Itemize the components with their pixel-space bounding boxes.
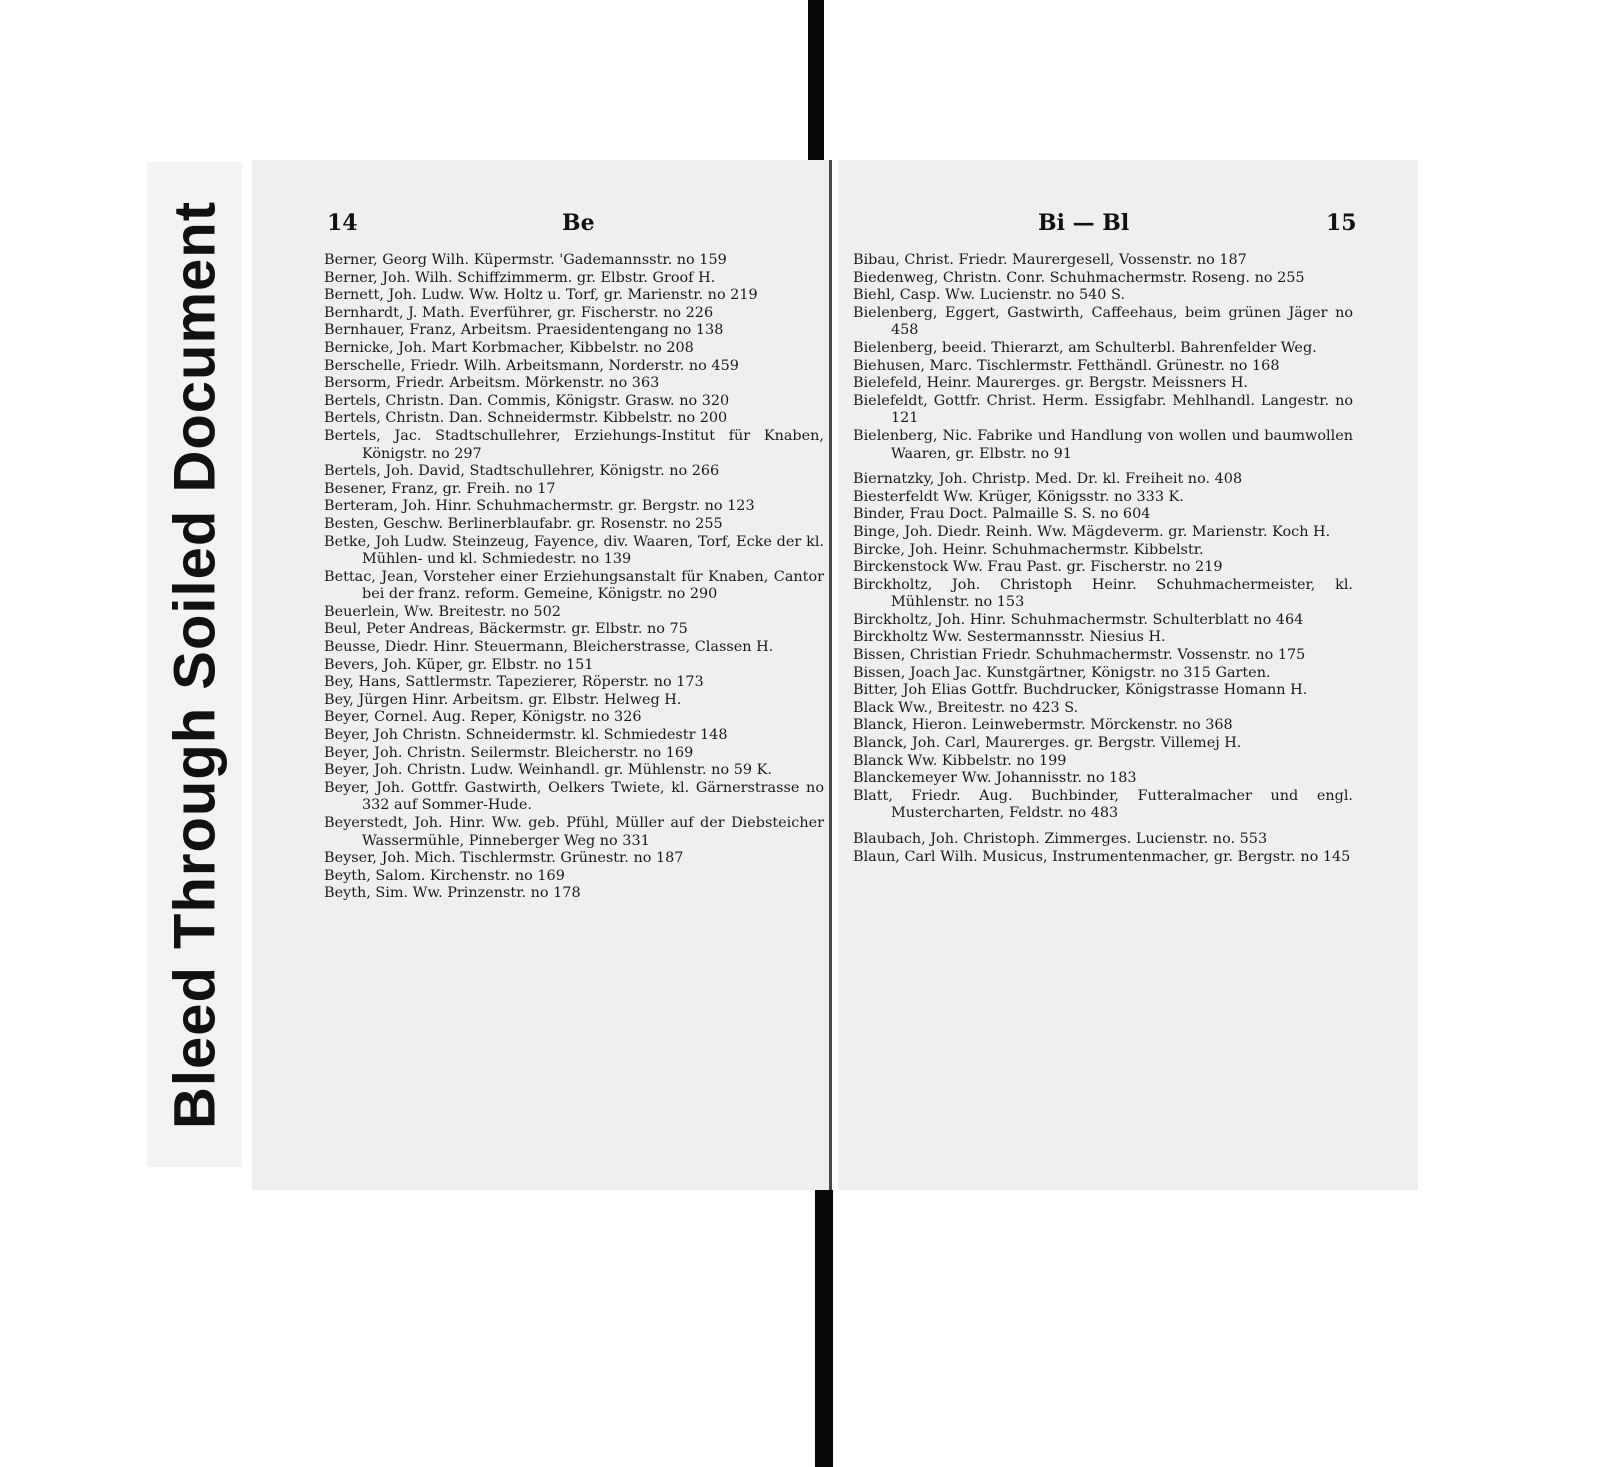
directory-entry: Berner, Georg Wilh. Küpermstr. 'Gademannsstr. no 159 xyxy=(324,252,727,268)
right-page-title: Bi — Bl xyxy=(1038,210,1130,236)
directory-entry: Bissen, Joach Jac. Kunstgärtner, Königstr. no 315 Garten. xyxy=(853,664,1271,681)
directory-entry: Blanckemeyer Ww. Johannisstr. no 183 xyxy=(853,770,1137,787)
right-page xyxy=(838,160,1418,1190)
directory-entry: Binder, Frau Doct. Palmaille S. S. no 604 xyxy=(853,506,1151,523)
directory-entry: Besten, Geschw. Berlinerblaufabr. gr. Rosenstr. no 255 xyxy=(324,515,723,532)
directory-entry: Betke, Joh Ludw. Steinzeug, Fayence, div. Waaren, Torf, Ecke der kl. Mühlen- und kl. Schmiedestr. no 139 xyxy=(324,533,824,568)
binding-strip-top xyxy=(808,0,824,163)
directory-entry: Bitter, Joh Elias Gottfr. Buchdrucker, Königstrasse Homann H. xyxy=(853,682,1308,699)
left-page-number: 14 xyxy=(327,210,358,236)
document-category-label xyxy=(147,162,242,1167)
directory-entry: Beyerstedt, Joh. Hinr. Ww. geb. Pfühl, Müller auf der Diebsteicher Wassermühle, Pinneberger Weg no 331 xyxy=(324,815,824,849)
directory-entry: Bielenberg, Eggert, Gastwirth, Caffeehaus, beim grünen Jäger no 458 xyxy=(853,304,1353,339)
directory-entry: Beyer, Joh. Christn. Seilermstr. Bleicherstr. no 169 xyxy=(324,744,694,761)
directory-entry: Berteram, Joh. Hinr. Schuhmachermstr. gr. Bergstr. no 123 xyxy=(324,498,755,515)
directory-entry: Blanck, Joh. Carl, Maurerges. gr. Bergstr. Villemej H. xyxy=(853,735,1242,752)
directory-entry: Beyser, Joh. Mich. Tischlermstr. Grünestr. no 187 xyxy=(324,850,684,867)
directory-entry: Beusse, Diedr. Hinr. Steuermann, Bleicherstrasse, Classen H. xyxy=(324,639,774,656)
directory-entry: Bevers, Joh. Küper, gr. Elbstr. no 151 xyxy=(324,656,594,673)
directory-entry: Beyer, Joh. Christn. Ludw. Weinhandl. gr. Mühlenstr. no 59 K. xyxy=(324,762,772,779)
binding-strip-bottom xyxy=(815,1190,833,1467)
directory-entry: Bircke, Joh. Heinr. Schuhmachermstr. Kibbelstr. xyxy=(853,541,1204,558)
left-entry-list xyxy=(324,252,824,903)
left-running-head xyxy=(252,210,829,240)
directory-entry: Besener, Franz, gr. Freih. no 17 xyxy=(324,480,556,497)
directory-entry: Bersorm, Friedr. Arbeitsm. Mörkenstr. no 363 xyxy=(324,375,660,392)
directory-entry: Biehusen, Marc. Tischlermstr. Fetthändl. Grünestr. no 168 xyxy=(853,357,1280,374)
directory-entry: Bertels, Christn. Dan. Commis, Königstr. Grasw. no 320 xyxy=(324,392,730,409)
directory-entry: Birckholtz Ww. Sestermannsstr. Niesius H. xyxy=(853,629,1166,646)
directory-entry: Biehl, Casp. Ww. Lucienstr. no 540 S. xyxy=(853,287,1125,304)
directory-entry: Black Ww., Breitestr. no 423 S. xyxy=(853,699,1079,716)
directory-entry: Bernett, Joh. Ludw. Ww. Holtz u. Torf, gr. Marienstr. no 219 xyxy=(324,287,758,304)
directory-entry: Bielefeldt, Gottfr. Christ. Herm. Essigfabr. Mehlhandl. Langestr. no 121 xyxy=(853,392,1353,427)
directory-entry: Bernhauer, Franz, Arbeitsm. Praesidentengang no 138 xyxy=(324,322,724,339)
directory-entry: Berschelle, Friedr. Wilh. Arbeitsmann, Norderstr. no 459 xyxy=(324,357,739,374)
right-entry-list xyxy=(853,252,1353,866)
directory-entry: Blanck Ww. Kibbelstr. no 199 xyxy=(853,752,1067,769)
left-page-title: Be xyxy=(562,210,595,236)
directory-entry: Biesterfeldt Ww. Krüger, Königsstr. no 333 K. xyxy=(853,488,1184,505)
directory-entry: Beyer, Joh. Gottfr. Gastwirth, Oelkers Twiete, kl. Gärnerstrasse no 332 auf Sommer-Hude. xyxy=(324,779,824,814)
directory-entry: Blaubach, Joh. Christoph. Zimmerges. Lucienstr. no. 553 xyxy=(853,831,1268,847)
directory-entry: Birckenstock Ww. Frau Past. gr. Fischerstr. no 219 xyxy=(853,559,1223,576)
directory-entry: Bibau, Christ. Friedr. Maurergesell, Vossenstr. no 187 xyxy=(853,252,1247,268)
directory-entry: Beyth, Sim. Ww. Prinzenstr. no 178 xyxy=(324,885,581,902)
right-page-number: 15 xyxy=(1326,210,1357,236)
directory-entry: Bissen, Christian Friedr. Schuhmachermstr. Vossenstr. no 175 xyxy=(853,647,1306,664)
directory-entry: Biernatzky, Joh. Christp. Med. Dr. kl. Freiheit no. 408 xyxy=(853,471,1243,488)
directory-entry: Bernicke, Joh. Mart Korbmacher, Kibbelstr. no 208 xyxy=(324,339,694,356)
directory-entry: Blanck, Hieron. Leinwebermstr. Mörckenstr. no 368 xyxy=(853,717,1233,734)
directory-entry: Bielefeld, Heinr. Maurerges. gr. Bergstr. Meissners H. xyxy=(853,375,1248,392)
directory-entry: Bertels, Joh. David, Stadtschullehrer, Königstr. no 266 xyxy=(324,463,720,480)
directory-entry: Beuerlein, Ww. Breitestr. no 502 xyxy=(324,603,561,620)
directory-entry: Bertels, Jac. Stadtschullehrer, Erziehungs-Institut für Knaben, Königstr. no 297 xyxy=(324,427,824,462)
directory-entry: Biedenweg, Christn. Conr. Schuhmachermstr. Roseng. no 255 xyxy=(853,269,1305,286)
directory-entry: Beul, Peter Andreas, Bäckermstr. gr. Elbstr. no 75 xyxy=(324,621,688,638)
directory-entry: Birckholtz, Joh. Christoph Heinr. Schuhmachermeister, kl. Mühlenstr. no 153 xyxy=(853,576,1353,611)
directory-entry: Bielenberg, beeid. Thierarzt, am Schulterbl. Bahrenfelder Weg. xyxy=(853,339,1317,356)
left-page xyxy=(252,160,832,1190)
directory-entry: Bey, Hans, Sattlermstr. Tapezierer, Röperstr. no 173 xyxy=(324,674,704,691)
directory-entry: Bey, Jürgen Hinr. Arbeitsm. gr. Elbstr. Helweg H. xyxy=(324,691,682,708)
directory-entry: Bernhardt, J. Math. Everführer, gr. Fischerstr. no 226 xyxy=(324,304,714,321)
directory-entry: Bettac, Jean, Vorsteher einer Erziehungsanstalt für Knaben, Cantor bei der franz. reform. Gemeine, Königstr. no 290 xyxy=(324,568,824,603)
directory-entry: Blaun, Carl Wilh. Musicus, Instrumentenmacher, gr. Bergstr. no 145 xyxy=(853,848,1351,865)
directory-entry: Berner, Joh. Wilh. Schiffzimmerm. gr. Elbstr. Groof H. xyxy=(324,269,716,286)
directory-entry: Beyer, Joh Christn. Schneidermstr. kl. Schmiedestr 148 xyxy=(324,727,728,744)
category-label-text: Bleed Through Soiled Document xyxy=(162,200,227,1129)
directory-entry: Beyer, Cornel. Aug. Reper, Königstr. no 326 xyxy=(324,709,642,726)
right-running-head xyxy=(838,210,1418,240)
directory-entry: Bertels, Christn. Dan. Schneidermstr. Kibbelstr. no 200 xyxy=(324,410,728,427)
directory-entry: Blatt, Friedr. Aug. Buchbinder, Futteralmacher und engl. Mustercharten, Feldstr. no 483 xyxy=(853,787,1353,822)
directory-entry: Binge, Joh. Diedr. Reinh. Ww. Mägdeverm. gr. Marienstr. Koch H. xyxy=(853,523,1331,540)
directory-entry: Birckholtz, Joh. Hinr. Schuhmachermstr. Schulterblatt no 464 xyxy=(853,611,1304,628)
directory-entry: Bielenberg, Nic. Fabrike und Handlung von wollen und baumwollen Waaren, gr. Elbstr. no 91 xyxy=(853,427,1353,462)
directory-entry: Beyth, Salom. Kirchenstr. no 169 xyxy=(324,867,565,884)
